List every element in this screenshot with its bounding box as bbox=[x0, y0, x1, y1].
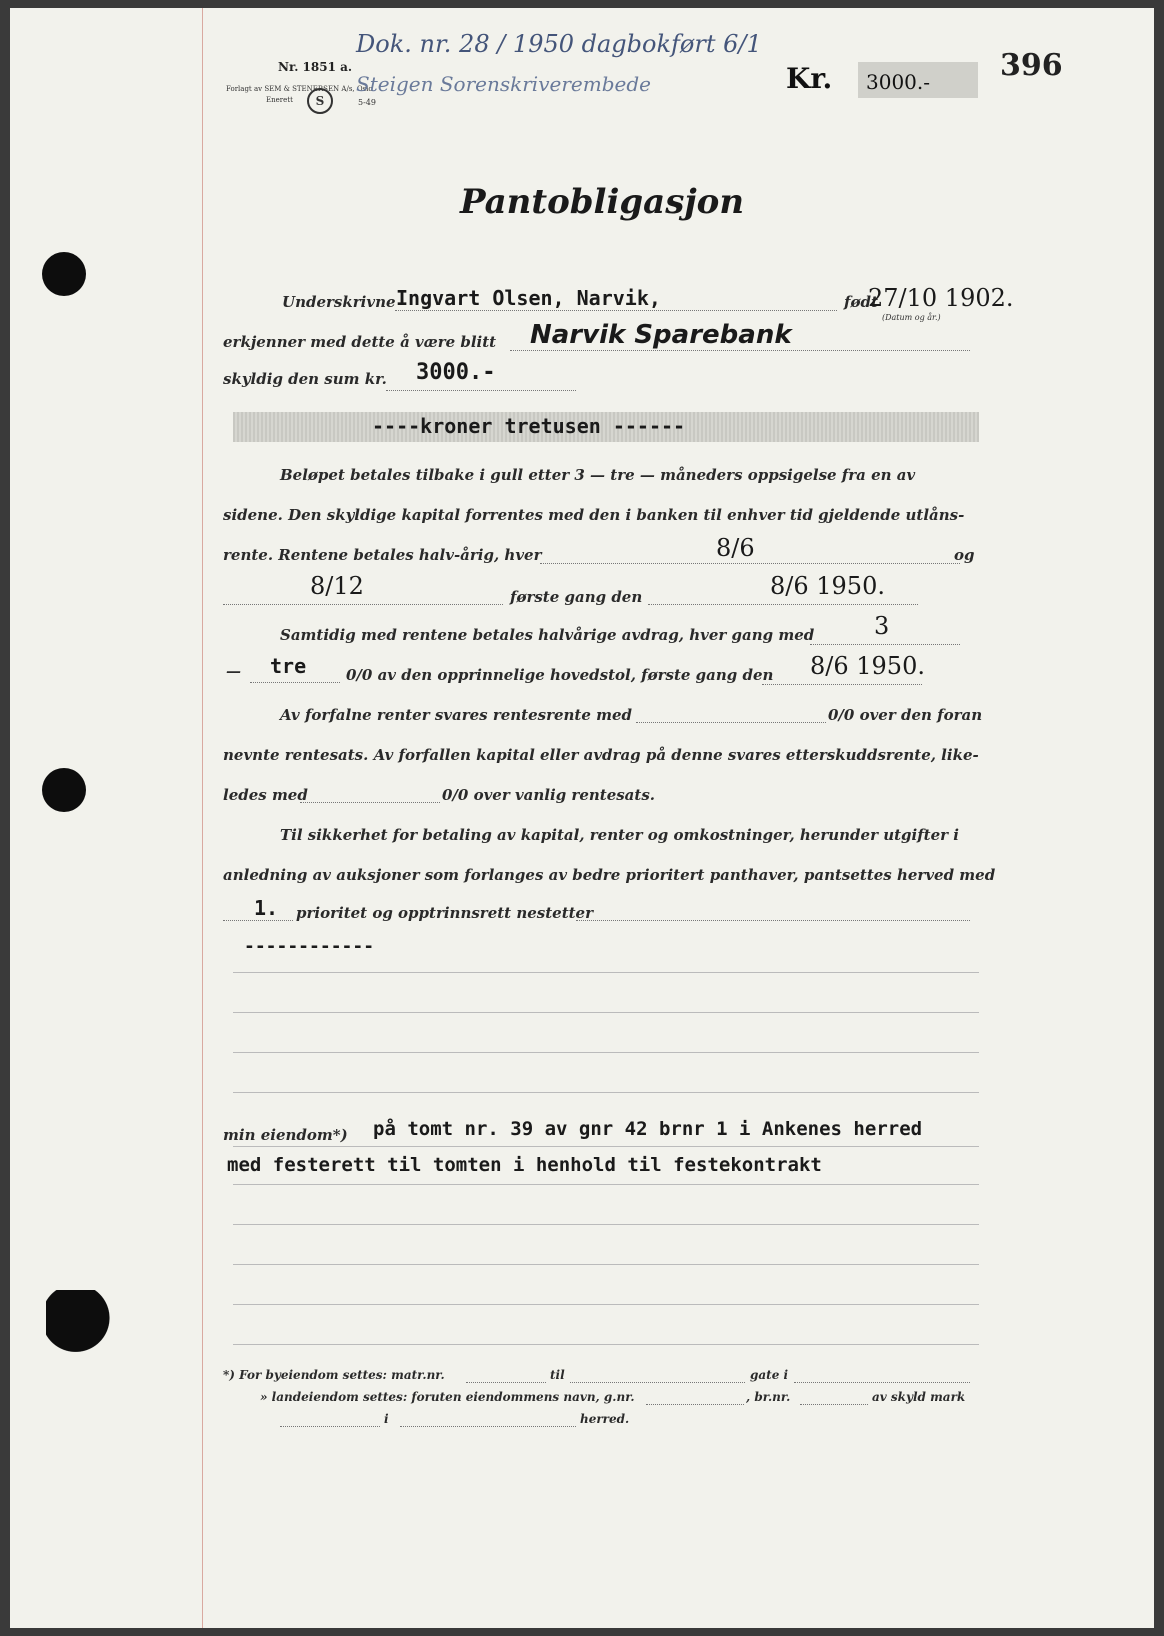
penalty-label: ledes med bbox=[223, 786, 308, 804]
footnote-line bbox=[794, 1382, 970, 1383]
creditor-value: Narvik Sparebank bbox=[530, 320, 792, 350]
priority-continuation: ------------ bbox=[244, 936, 375, 957]
punch-hole-top bbox=[42, 252, 86, 296]
blank-line bbox=[233, 1012, 979, 1013]
signer-line bbox=[395, 310, 837, 311]
footnote-text: , br.nr. bbox=[746, 1390, 791, 1404]
priority-label: prioritet og opptrinnsrett nestetter bbox=[296, 904, 593, 922]
footnote-line bbox=[466, 1382, 546, 1383]
publisher-line-2: Enerett bbox=[266, 96, 293, 104]
overdue-line bbox=[636, 722, 826, 723]
overdue-end: 0/0 over den foran bbox=[828, 706, 983, 724]
penalty-line bbox=[300, 802, 440, 803]
blank-line bbox=[233, 1344, 979, 1345]
blank-line bbox=[233, 1052, 979, 1053]
blank-line bbox=[233, 1092, 979, 1093]
security-text: anledning av auksjoner som forlanges av bedre prioritert panthaver, pantsettes herved med bbox=[223, 866, 996, 884]
installment-text: 0/0 av den opprinnelige hovedstol, første gang den bbox=[346, 666, 774, 684]
property-label: min eiendom*) bbox=[223, 1126, 348, 1144]
footnote-text: *) For byeiendom settes: matr.nr. bbox=[223, 1368, 445, 1382]
blank-line bbox=[233, 1304, 979, 1305]
kr-amount: 3000.- bbox=[866, 70, 931, 94]
punch-hole-middle bbox=[42, 768, 86, 812]
blank-line bbox=[233, 972, 979, 973]
born-hint: (Datum og år.) bbox=[882, 313, 941, 322]
first-installment-date: 8/6 1950. bbox=[810, 652, 925, 680]
first-time-label: første gang den bbox=[510, 588, 643, 606]
property-line-1: på tomt nr. 39 av gnr 42 brnr 1 i Ankenes herred bbox=[373, 1118, 923, 1140]
creditor-line bbox=[510, 350, 970, 351]
document-page bbox=[10, 8, 1154, 1628]
footnote-text: til bbox=[550, 1368, 565, 1382]
interest-date-2: 8/12 bbox=[310, 572, 364, 600]
interest-label: rente. Rentene betales halv-årig, hver bbox=[223, 546, 542, 564]
priority-value: 1. bbox=[254, 896, 279, 920]
document-title: Pantobligasjon bbox=[460, 182, 745, 222]
installment-words: tre bbox=[270, 654, 307, 678]
interest-date-1: 8/6 bbox=[716, 534, 755, 562]
born-value: 27/10 1902. bbox=[868, 284, 1014, 312]
footnote-text: gate i bbox=[750, 1368, 789, 1382]
installment-percent: 3 bbox=[874, 612, 890, 640]
blank-line bbox=[233, 1224, 979, 1225]
sum-label: skyldig den sum kr. bbox=[223, 370, 387, 388]
footnote-text: » landeiendom settes: foruten eiendommens navn, g.nr. bbox=[260, 1390, 635, 1404]
footnote-line bbox=[400, 1426, 576, 1427]
installment-dash: — bbox=[226, 662, 241, 680]
footnote-text: i bbox=[384, 1412, 389, 1426]
footnote-line bbox=[570, 1382, 745, 1383]
signer-value: Ingvart Olsen, Narvik, bbox=[396, 286, 661, 310]
kr-label: Kr. bbox=[786, 62, 833, 95]
security-text: Til sikkerhet for betaling av kapital, renter og omkostninger, herunder utgifter i bbox=[280, 826, 959, 844]
born-label: født bbox=[844, 293, 878, 311]
blank-line bbox=[233, 1264, 979, 1265]
terms-text: Beløpet betales tilbake i gull etter 3 — tre — måneders oppsigelse fra en av bbox=[280, 466, 916, 484]
priority-rest-line bbox=[576, 920, 970, 921]
sum-value: 3000.- bbox=[416, 360, 496, 385]
interest-line-2 bbox=[223, 604, 503, 605]
publisher-logo-icon: S bbox=[307, 88, 333, 114]
punch-hole-bottom bbox=[46, 1290, 120, 1360]
page-number: 396 bbox=[1000, 48, 1063, 83]
terms-text: sidene. Den skyldige kapital forrentes med den i banken til enhver tid gjeldende utlåns- bbox=[223, 506, 965, 524]
margin-line bbox=[202, 8, 203, 1628]
priority-line bbox=[223, 920, 293, 921]
first-interest-date: 8/6 1950. bbox=[770, 572, 885, 600]
penalty-end: 0/0 over vanlig rentesats. bbox=[442, 786, 655, 804]
and-label: og bbox=[954, 546, 975, 564]
first-interest-line bbox=[648, 604, 918, 605]
property-rule bbox=[233, 1184, 979, 1185]
installment-words-line bbox=[250, 682, 340, 683]
footnote-line bbox=[800, 1404, 868, 1405]
signer-label: Underskrivne bbox=[282, 293, 396, 311]
installment-line bbox=[810, 644, 960, 645]
sum-line bbox=[386, 390, 576, 391]
footnote-line bbox=[280, 1426, 380, 1427]
property-line-2: med festerett til tomten i henhold til festekontrakt bbox=[227, 1154, 822, 1176]
overdue-text: nevnte rentesats. Av forfallen kapital eller avdrag på denne svares etterskuddsrente, like- bbox=[223, 746, 979, 764]
doc-stamp: Dok. nr. 28 / 1950 dagbokført 6/1 bbox=[356, 30, 762, 58]
creditor-label: erkjenner med dette å være blitt bbox=[223, 333, 497, 351]
footnote-text: herred. bbox=[580, 1412, 630, 1426]
property-rule bbox=[233, 1146, 979, 1147]
interest-line bbox=[540, 563, 960, 564]
footnote-text: av skyld mark bbox=[872, 1390, 966, 1404]
amount-words: ----kroner tretusen ------ bbox=[372, 414, 686, 438]
date-code: 5-49 bbox=[358, 98, 376, 107]
form-number: Nr. 1851 a. bbox=[278, 60, 353, 74]
office-stamp: Steigen Sorenskriverembede bbox=[356, 72, 651, 96]
installment-label: Samtidig med rentene betales halvårige avdrag, hver gang med bbox=[280, 626, 815, 644]
first-installment-line bbox=[762, 684, 922, 685]
publisher-line: Forlagt av SEM & STENERSEN A/s, Oslo bbox=[226, 85, 373, 93]
overdue-label: Av forfalne renter svares rentesrente med bbox=[280, 706, 633, 724]
footnote-line bbox=[646, 1404, 744, 1405]
